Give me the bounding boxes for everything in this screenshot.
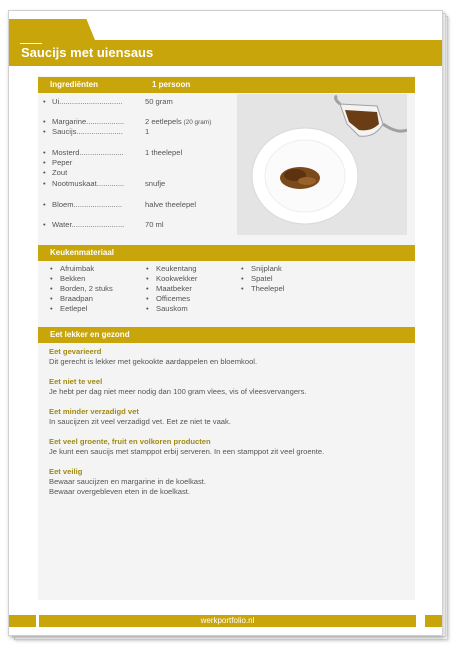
ingredient-name: Peper <box>52 158 73 167</box>
material-item: • Theelepel <box>241 284 284 294</box>
advice-text: Dit gerecht is lekker met gekookte aardappelen en bloemkool. <box>49 357 258 366</box>
footer-site: werkportfolio.nl <box>200 616 255 625</box>
servings-label: 1 persoon <box>152 80 191 89</box>
bullet: • <box>43 127 46 136</box>
advice-title: Eet veilig <box>49 467 83 476</box>
ingredients-heading: Ingrediënten <box>50 80 99 89</box>
ingredient-name: Bloem....................... <box>52 200 123 209</box>
material-item: • Afruimbak <box>50 264 113 274</box>
material-item: • Officemes <box>146 294 197 304</box>
advice-text: Bewaar saucijzen en margarine in de koelkast. <box>49 477 207 486</box>
advice-title: Eet veel groente, fruit en volkoren producten <box>49 437 211 446</box>
ingredient-amount: 1 <box>145 127 150 136</box>
advice-section <box>49 377 404 397</box>
bullet: • <box>43 148 46 157</box>
title-dash <box>20 43 42 44</box>
material-item: • Borden, 2 stuks <box>50 284 113 294</box>
bullet: • <box>43 200 46 209</box>
bullet: • <box>43 158 46 167</box>
advice-text: In saucijzen zit veel verzadigd vet. Eet ze niet te vaak. <box>49 417 231 426</box>
advice-section <box>49 437 404 457</box>
ingredient-name: Ui.............................. <box>52 97 123 106</box>
header-tab <box>9 19 95 40</box>
advice-title: Eet minder verzadigd vet <box>49 407 139 416</box>
ingredient-amount: halve theelepel <box>145 200 197 209</box>
ingredients-header <box>38 77 415 93</box>
bullet: • <box>43 179 46 188</box>
footer-bar-right <box>425 615 442 627</box>
ingredient-amount: 50 gram <box>145 97 173 106</box>
material-item: • Spatel <box>241 274 284 284</box>
advice-section <box>49 347 404 367</box>
bullet: • <box>43 168 46 177</box>
footer-bar-left <box>9 615 36 627</box>
material-item: • Eetlepel <box>50 304 113 314</box>
dish-illustration <box>237 94 407 235</box>
advice-section <box>49 467 404 497</box>
ingredient-amount: 70 ml <box>145 220 164 229</box>
material-item: • Sauskom <box>146 304 197 314</box>
material-item: • Maatbeker <box>146 284 197 294</box>
materials-heading: Keukenmateriaal <box>50 248 115 257</box>
material-item: • Bekken <box>50 274 113 284</box>
healthy-header <box>38 327 415 343</box>
ingredient-name: Mosterd..................... <box>52 148 124 157</box>
bullet: • <box>43 117 46 126</box>
ingredient-name: Margarine.................. <box>52 117 125 126</box>
ingredient-amount: snufje <box>145 179 166 188</box>
bullet: • <box>43 220 46 229</box>
ingredient-amount: 1 theelepel <box>145 148 183 157</box>
ingredient-name: Saucijs...................... <box>52 127 123 136</box>
advice-text: Je kunt een saucijs met stamppot erbij serveren. In een stamppot zit veel groente. <box>49 447 325 456</box>
advice-title: Eet niet te veel <box>49 377 103 386</box>
material-item: • Kookwekker <box>146 274 197 284</box>
material-item: • Braadpan <box>50 294 113 304</box>
materials-header <box>38 245 415 261</box>
material-item: • Snijplank <box>241 264 284 274</box>
healthy-sections <box>49 347 404 507</box>
ingredient-note: (20 gram) <box>181 119 212 126</box>
bullet: • <box>43 97 46 106</box>
ingredient-name: Zout <box>52 168 68 177</box>
ingredient-name: Nootmuskaat............. <box>52 179 125 188</box>
dish-photo <box>237 94 407 235</box>
footer-bar <box>39 615 416 627</box>
materials-column-3 <box>241 264 284 294</box>
material-item: • Keukentang <box>146 264 197 274</box>
title-bar <box>9 40 442 66</box>
healthy-heading: Eet lekker en gezond <box>50 330 130 339</box>
ingredient-name: Water......................... <box>52 220 125 229</box>
materials-column-2 <box>146 264 197 314</box>
page-title: Saucijs met uiensaus <box>21 45 154 60</box>
advice-title: Eet gevarieerd <box>49 347 102 356</box>
advice-text: Je hebt per dag niet meer nodig dan 100 gram vlees, vis of vleesvervangers. <box>49 387 307 396</box>
materials-column-1 <box>50 264 113 314</box>
advice-section <box>49 407 404 427</box>
ingredient-amount: 2 eetlepels (20 gram) <box>145 117 212 126</box>
advice-text: Bewaar overgebleven eten in de koelkast. <box>49 487 190 496</box>
